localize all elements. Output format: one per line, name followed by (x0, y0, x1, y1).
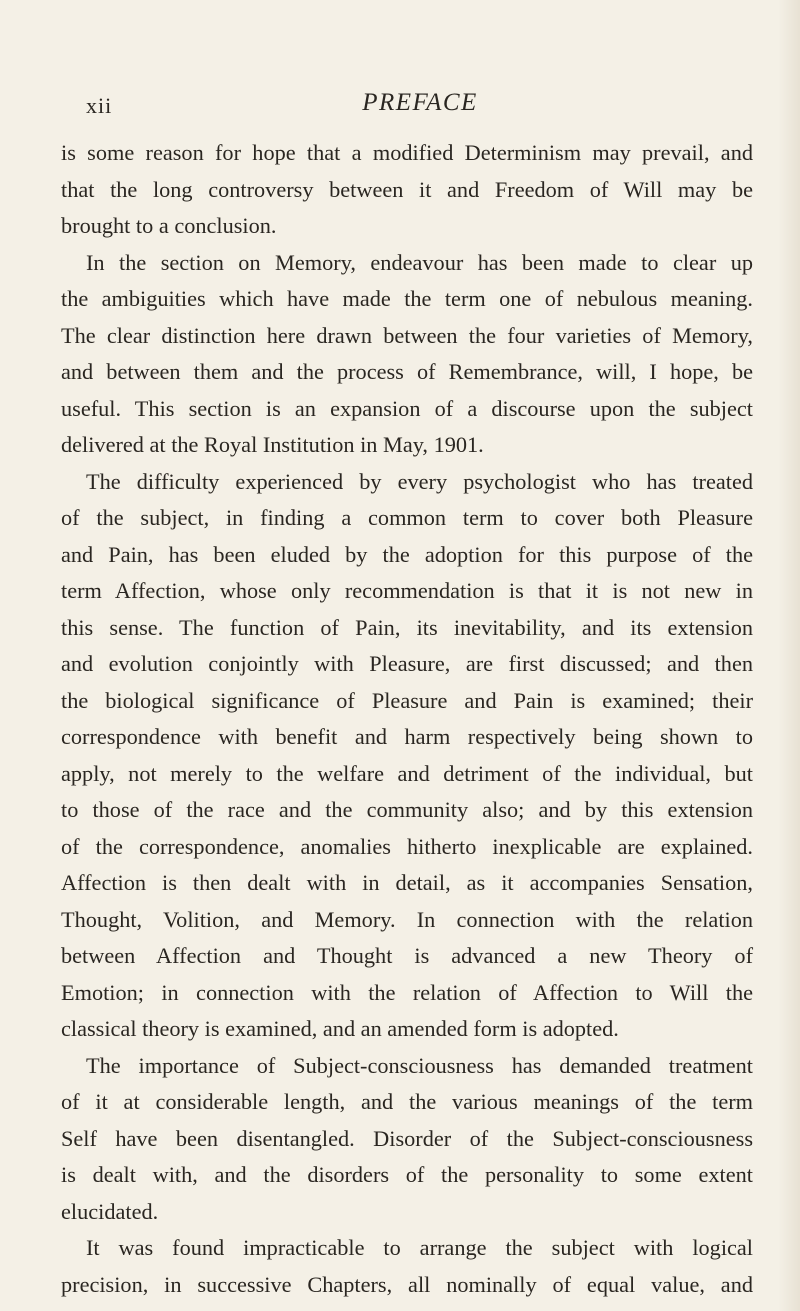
text-line: It was found impracticable to arrange the subject with logical (86, 1235, 753, 1260)
text-line: that the long controversy between it and Freedom of Will may be (61, 176, 753, 202)
text-line: and Pain, has been eluded by the adoption for this purpose of the (61, 541, 753, 567)
text-line: is some reason for hope that a modified Determinism may prevail, and (61, 140, 753, 165)
text-line: classical theory is examined, and an amended form is adopted. (61, 1016, 619, 1041)
text-line: this sense. The function of Pain, its inevitability, and its extension (61, 614, 753, 640)
text-line: of the correspondence, anomalies hitherto inexplicable are explained. (61, 833, 753, 859)
text-line: precision, in successive Chapters, all nominally of equal value, and (61, 1271, 753, 1297)
text-line: Self have been disentangled. Disorder of the Subject-consciousness (61, 1125, 753, 1151)
text-line: elucidated. (61, 1198, 159, 1224)
text-line: In the section on Memory, endeavour has been made to clear up (86, 249, 753, 275)
text-line: of it at considerable length, and the various meanings of the term (61, 1089, 753, 1114)
text-line: and between them and the process of Remembrance, will, I hope, be (61, 359, 753, 384)
running-head: PREFACE (362, 89, 478, 116)
text-line: The difficulty experienced by every psychologist who has treated (86, 468, 753, 494)
text-line: The importance of Subject-consciousness has demanded treatment (86, 1052, 753, 1078)
text-line: of the subject, in finding a common term to cover both Pleasure (61, 505, 753, 530)
text-line: The clear distinction here drawn between the four varieties of Memory, (61, 322, 753, 348)
text-line: the ambiguities which have made the term one of nebulous meaning. (61, 286, 753, 311)
text-line: and evolution conjointly with Pleasure, are first discussed; and then (61, 651, 753, 676)
body-text (61, 135, 753, 1303)
text-line: Emotion; in connection with the relation of Affection to Will the (61, 979, 753, 1005)
text-line: correspondence with benefit and harm respectively being shown to (61, 724, 753, 749)
text-line: is dealt with, and the disorders of the personality to some extent (61, 1162, 753, 1187)
text-line: between Affection and Thought is advanced a new Theory of (61, 943, 753, 968)
text-line: Thought, Volition, and Memory. In connection with the relation (61, 906, 753, 932)
text-line: useful. This section is an expansion of a discourse upon the subject (61, 395, 753, 421)
text-line: delivered at the Royal Institution in May, 1901. (61, 432, 484, 457)
text-line: the biological significance of Pleasure and Pain is examined; their (61, 687, 753, 713)
text-line: brought to a conclusion. (61, 213, 277, 238)
text-line: term Affection, whose only recommendation is that it is not new in (61, 578, 753, 603)
page-number: xii (86, 93, 113, 118)
text-line: Affection is then dealt with in detail, as it accompanies Sensation, (61, 870, 753, 895)
text-line: apply, not merely to the welfare and detriment of the individual, but (61, 760, 753, 786)
page-edge-shading (778, 0, 800, 1311)
text-line: to those of the race and the community also; and by this extension (61, 797, 753, 822)
